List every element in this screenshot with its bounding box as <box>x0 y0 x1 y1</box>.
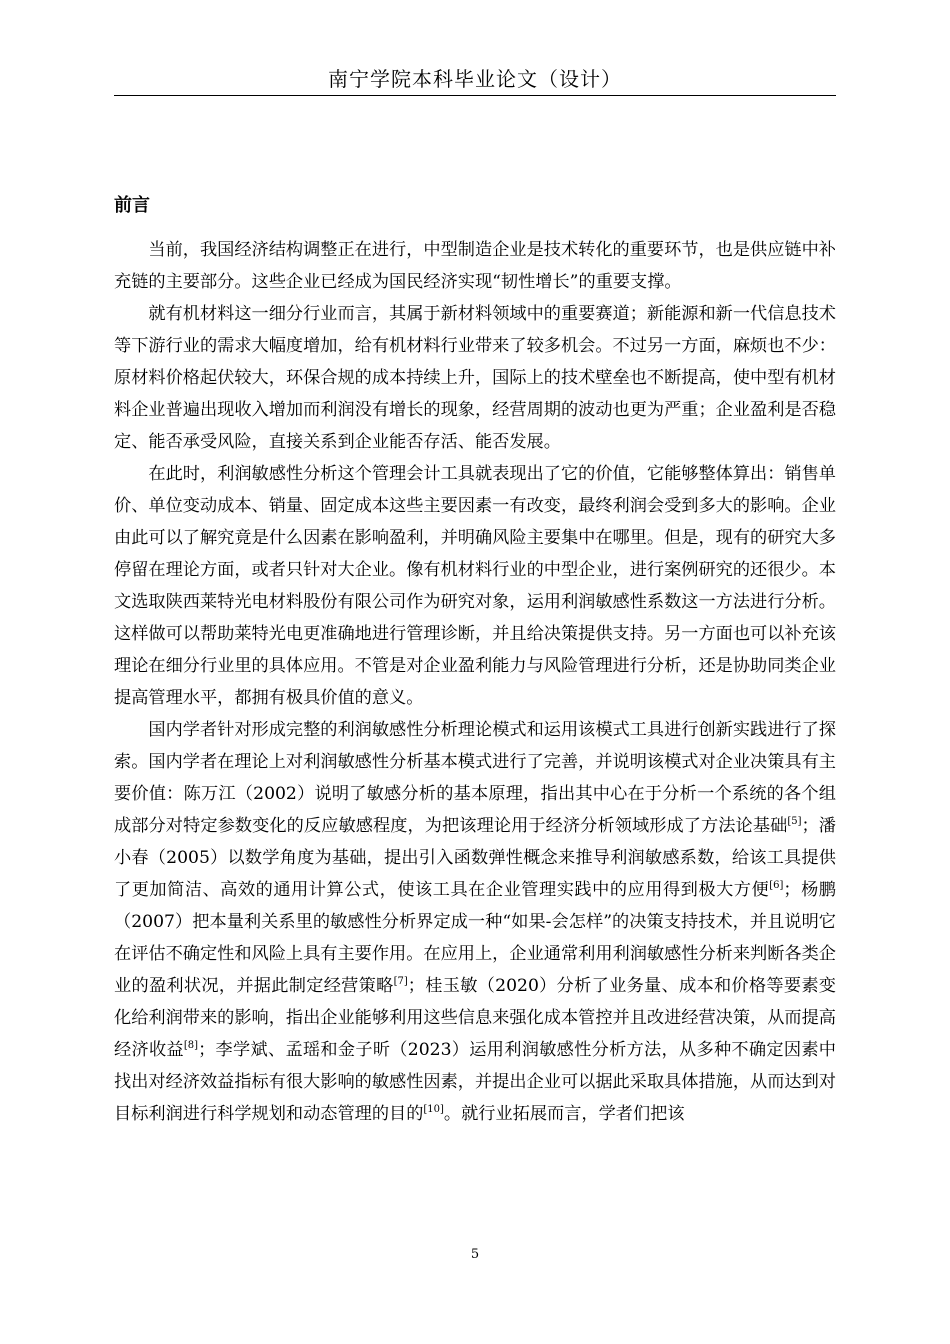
paragraph-text: ；桂玉敏（2020）分析了业务量、成本和价格等要素变化给利润带来的影响，指出企业能够利用这些信息来强化成本管控并且改进经营决策，从而提高经济收益 <box>114 976 836 1060</box>
paragraph-text: 国内学者针对形成完整的利润敏感性分析理论模式和运用该模式工具进行创新实践进行了探索。国内学者在理论上对利润敏感性分析基本模式进行了完善，并说明该模式对企业决策具有主要价值：陈万江（2002）说明了敏感分析的基本原理，指出其中心在于分析一个系统的各个组成部分对特定参数变化的反应敏感程度，为把该理论用于经济分析领域形成了方法论基础 <box>114 720 836 836</box>
paragraph-text: ；杨鹏（2007）把本量利关系里的敏感性分析界定成一种“如果-会怎样”的决策支持技术，并且说明它在评估不确定性和风险上具有主要作用。在应用上，企业通常利用利润敏感性分析来判断各类企业的盈利状况，并据此制定经营策略 <box>114 880 836 996</box>
body-paragraph <box>114 234 836 298</box>
body-paragraph <box>114 298 836 458</box>
page-header-title: 南宁学院本科毕业论文（设计） <box>328 67 622 91</box>
paragraph-text: ；李学斌、孟瑶和金子昕（2023）运用利润敏感性分析方法，从多种不确定因素中找出对经济效益指标有很大影响的敏感性因素，并提出企业可以据此采取具体措施，从而达到对目标利润进行科学规划和动态管理的目的 <box>114 1040 836 1124</box>
citation-marker: [8] <box>183 1040 199 1051</box>
body-paragraph <box>114 458 836 714</box>
header-rule <box>114 95 836 96</box>
page-number: 5 <box>470 1247 480 1262</box>
body-paragraph <box>114 714 836 1130</box>
paragraph-text: 就有机材料这一细分行业而言，其属于新材料领域中的重要赛道；新能源和新一代信息技术等下游行业的需求大幅度增加，给有机材料行业带来了较多机会。不过另一方面，麻烦也不少：原材料价格起伏较大，环保合规的成本持续上升，国际上的技术壁垒也不断提高，使中型有机材料企业普遍出现收入增加而利润没有增长的现象，经营周期的波动也更为严重；企业盈利是否稳定、能否承受风险，直接关系到企业能否存活、能否发展。 <box>114 304 836 452</box>
citation-marker: [10] <box>423 1104 444 1115</box>
citation-marker: [5] <box>787 816 802 827</box>
paragraph-text: 当前，我国经济结构调整正在进行，中型制造企业是技术转化的重要环节，也是供应链中补充链的主要部分。这些企业已经成为国民经济实现“韧性增长”的重要支撑。 <box>114 240 836 292</box>
paragraph-text: 在此时，利润敏感性分析这个管理会计工具就表现出了它的价值，它能够整体算出：销售单价、单位变动成本、销量、固定成本这些主要因素一有改变，最终利润会受到多大的影响。企业由此可以了解究竟是什么因素在影响盈利，并明确风险主要集中在哪里。但是，现有的研究大多停留在理论方面，或者只针对大企业。像有机材料行业的中型企业，进行案例研究的还很少。本文选取陕西莱特光电材料股份有限公司作为研究对象，运用利润敏感性系数这一方法进行分析。这样做可以帮助莱特光电更准确地进行管理诊断，并且给决策提供支持。另一方面也可以补充该理论在细分行业里的具体应用。不管是对企业盈利能力与风险管理进行分析，还是协助同类企业提高管理水平，都拥有极具价值的意义。 <box>114 464 836 708</box>
section-title: 前言 <box>114 195 150 216</box>
citation-marker: [7] <box>393 976 408 987</box>
paragraph-text: ；潘小春（2005）以数学角度为基础，提出引入函数弹性概念来推导利润敏感系数，给该工具提供了更加简洁、高效的通用计算公式，使该工具在企业管理实践中的应用得到极大方便 <box>114 816 836 900</box>
body-text <box>114 234 836 1130</box>
citation-marker: [6] <box>769 880 784 891</box>
paragraph-text: 。就行业拓展而言，学者们把该 <box>443 1104 685 1124</box>
